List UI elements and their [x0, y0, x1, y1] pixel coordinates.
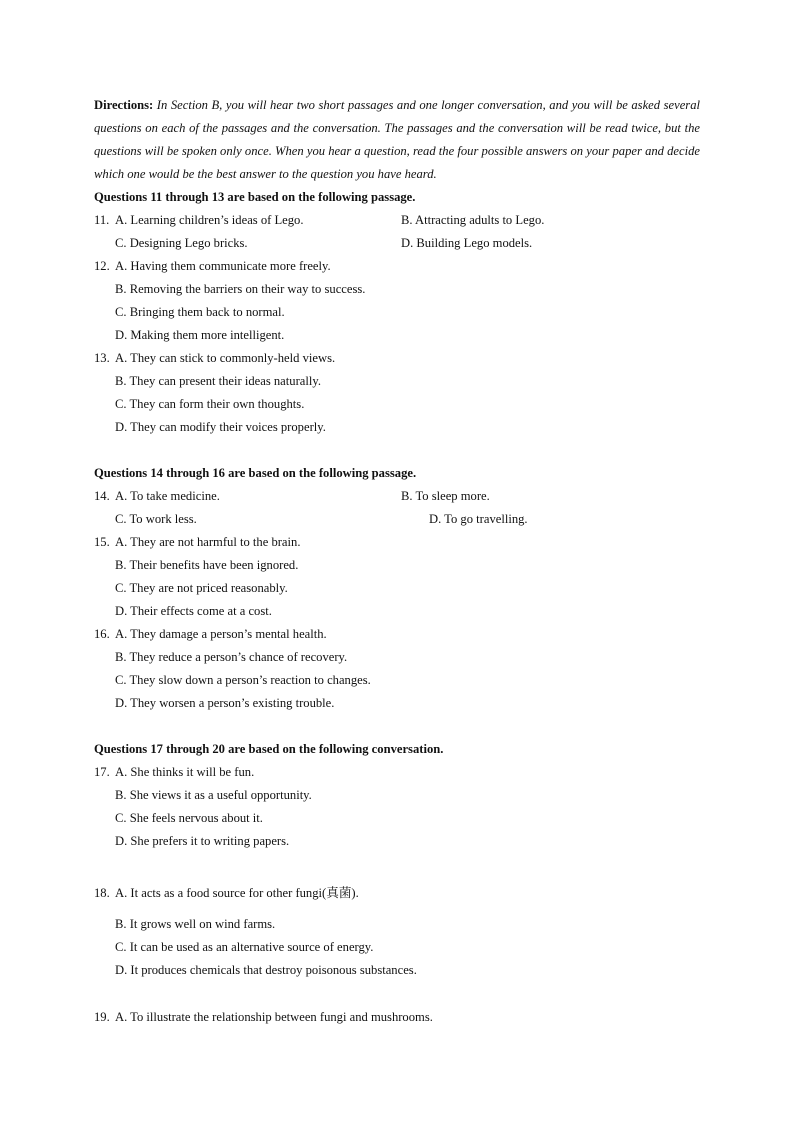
question-14-row-2 — [94, 508, 700, 531]
question-number: 17. — [94, 765, 110, 779]
question-18-option-d — [94, 959, 700, 982]
question-18-block — [94, 882, 700, 905]
option-b: B. They reduce a person’s chance of recovery. — [115, 650, 348, 664]
section-heading-11-13: Questions 11 through 13 are based on the following passage. — [94, 190, 416, 204]
question-19-option-a — [94, 1006, 700, 1029]
option-c: C. They can form their own thoughts. — [115, 397, 305, 411]
option-b: B. She views it as a useful opportunity. — [115, 788, 312, 802]
question-12-option-d — [94, 324, 700, 347]
option-b: B. Attracting adults to Lego. — [401, 213, 545, 227]
question-18-option-c — [94, 936, 700, 959]
option-d: D. It produces chemicals that destroy poisonous substances. — [115, 963, 417, 977]
question-15-option-b — [94, 554, 700, 577]
question-13-option-c — [94, 393, 700, 416]
option-a: A. They can stick to commonly-held views. — [115, 351, 336, 365]
question-11-row-1 — [94, 209, 700, 232]
question-17-option-c — [94, 807, 700, 830]
option-b: B. Their benefits have been ignored. — [115, 558, 299, 572]
question-17-option-b — [94, 784, 700, 807]
question-18-option-a — [94, 882, 700, 905]
question-14-row-1 — [94, 485, 700, 508]
option-a: A. They damage a person’s mental health. — [115, 627, 327, 641]
question-16-option-d — [94, 692, 700, 715]
option-d: D. To go travelling. — [429, 512, 528, 526]
option-a: A. She thinks it will be fun. — [115, 765, 255, 779]
option-c: C. To work less. — [115, 512, 197, 526]
option-c: C. It can be used as an alternative source of energy. — [115, 940, 374, 954]
option-c: C. She feels nervous about it. — [115, 811, 263, 825]
question-number: 16. — [94, 627, 110, 641]
question-15-option-a — [94, 531, 700, 554]
question-number: 12. — [94, 259, 110, 273]
question-19-block — [94, 1006, 700, 1029]
option-c: C. They slow down a person’s reaction to changes. — [115, 673, 371, 687]
option-d: D. She prefers it to writing papers. — [115, 834, 290, 848]
question-number: 15. — [94, 535, 110, 549]
blank-line — [94, 439, 700, 462]
option-a: A. Having them communicate more freely. — [115, 259, 331, 273]
directions-lead: Directions: — [94, 98, 154, 112]
option-d: D. They can modify their voices properly. — [115, 420, 326, 434]
section-heading-14-16: Questions 14 through 16 are based on the following passage. — [94, 466, 417, 480]
question-18-option-b — [94, 913, 700, 936]
exam-page — [94, 94, 700, 853]
question-15-option-d — [94, 600, 700, 623]
directions-paragraph — [94, 94, 700, 186]
option-a: A. To take medicine. — [115, 489, 220, 503]
question-13-option-b — [94, 370, 700, 393]
option-d: D. Building Lego models. — [401, 236, 533, 250]
question-13-option-d — [94, 416, 700, 439]
question-17-option-d — [94, 830, 700, 853]
question-13-option-a — [94, 347, 700, 370]
blank-line — [94, 715, 700, 738]
option-a: A. Learning children’s ideas of Lego. — [115, 213, 304, 227]
option-b: B. To sleep more. — [401, 489, 490, 503]
option-a: A. It acts as a food source for other fungi(真菌). — [115, 886, 359, 900]
option-d: D. Their effects come at a cost. — [115, 604, 272, 618]
question-number: 18. — [94, 886, 110, 900]
option-d: D. They worsen a person’s existing trouble. — [115, 696, 335, 710]
option-b: B. Removing the barriers on their way to success. — [115, 282, 366, 296]
option-b: B. It grows well on wind farms. — [115, 917, 276, 931]
directions-text: In Section B, you will hear two short passages and one longer conversation, and you will be asked several questions on each of the passages and the conversation. The passages and the conversation will be read twice, but the questions will be spoken only once. When you hear a question, read the four possible answers on your paper and decide which one would be the best answer to the question you have heard. — [94, 98, 700, 181]
question-12-option-b — [94, 278, 700, 301]
option-d: D. Making them more intelligent. — [115, 328, 285, 342]
question-12-option-c — [94, 301, 700, 324]
question-16-option-c — [94, 669, 700, 692]
question-16-option-a — [94, 623, 700, 646]
question-18-rest — [94, 913, 700, 982]
option-c: C. They are not priced reasonably. — [115, 581, 288, 595]
question-number: 14. — [94, 489, 110, 503]
question-number: 11. — [94, 213, 110, 227]
option-c: C. Bringing them back to normal. — [115, 305, 285, 319]
option-b: B. They can present their ideas naturally. — [115, 374, 321, 388]
question-number: 13. — [94, 351, 110, 365]
option-c: C. Designing Lego bricks. — [115, 236, 248, 250]
question-17-option-a — [94, 761, 700, 784]
question-number: 19. — [94, 1010, 110, 1024]
question-16-option-b — [94, 646, 700, 669]
question-12-option-a — [94, 255, 700, 278]
question-15-option-c — [94, 577, 700, 600]
question-11-row-2 — [94, 232, 700, 255]
option-a: A. They are not harmful to the brain. — [115, 535, 301, 549]
option-a: A. To illustrate the relationship between fungi and mushrooms. — [115, 1010, 433, 1024]
section-heading-17-20: Questions 17 through 20 are based on the following conversation. — [94, 742, 444, 756]
